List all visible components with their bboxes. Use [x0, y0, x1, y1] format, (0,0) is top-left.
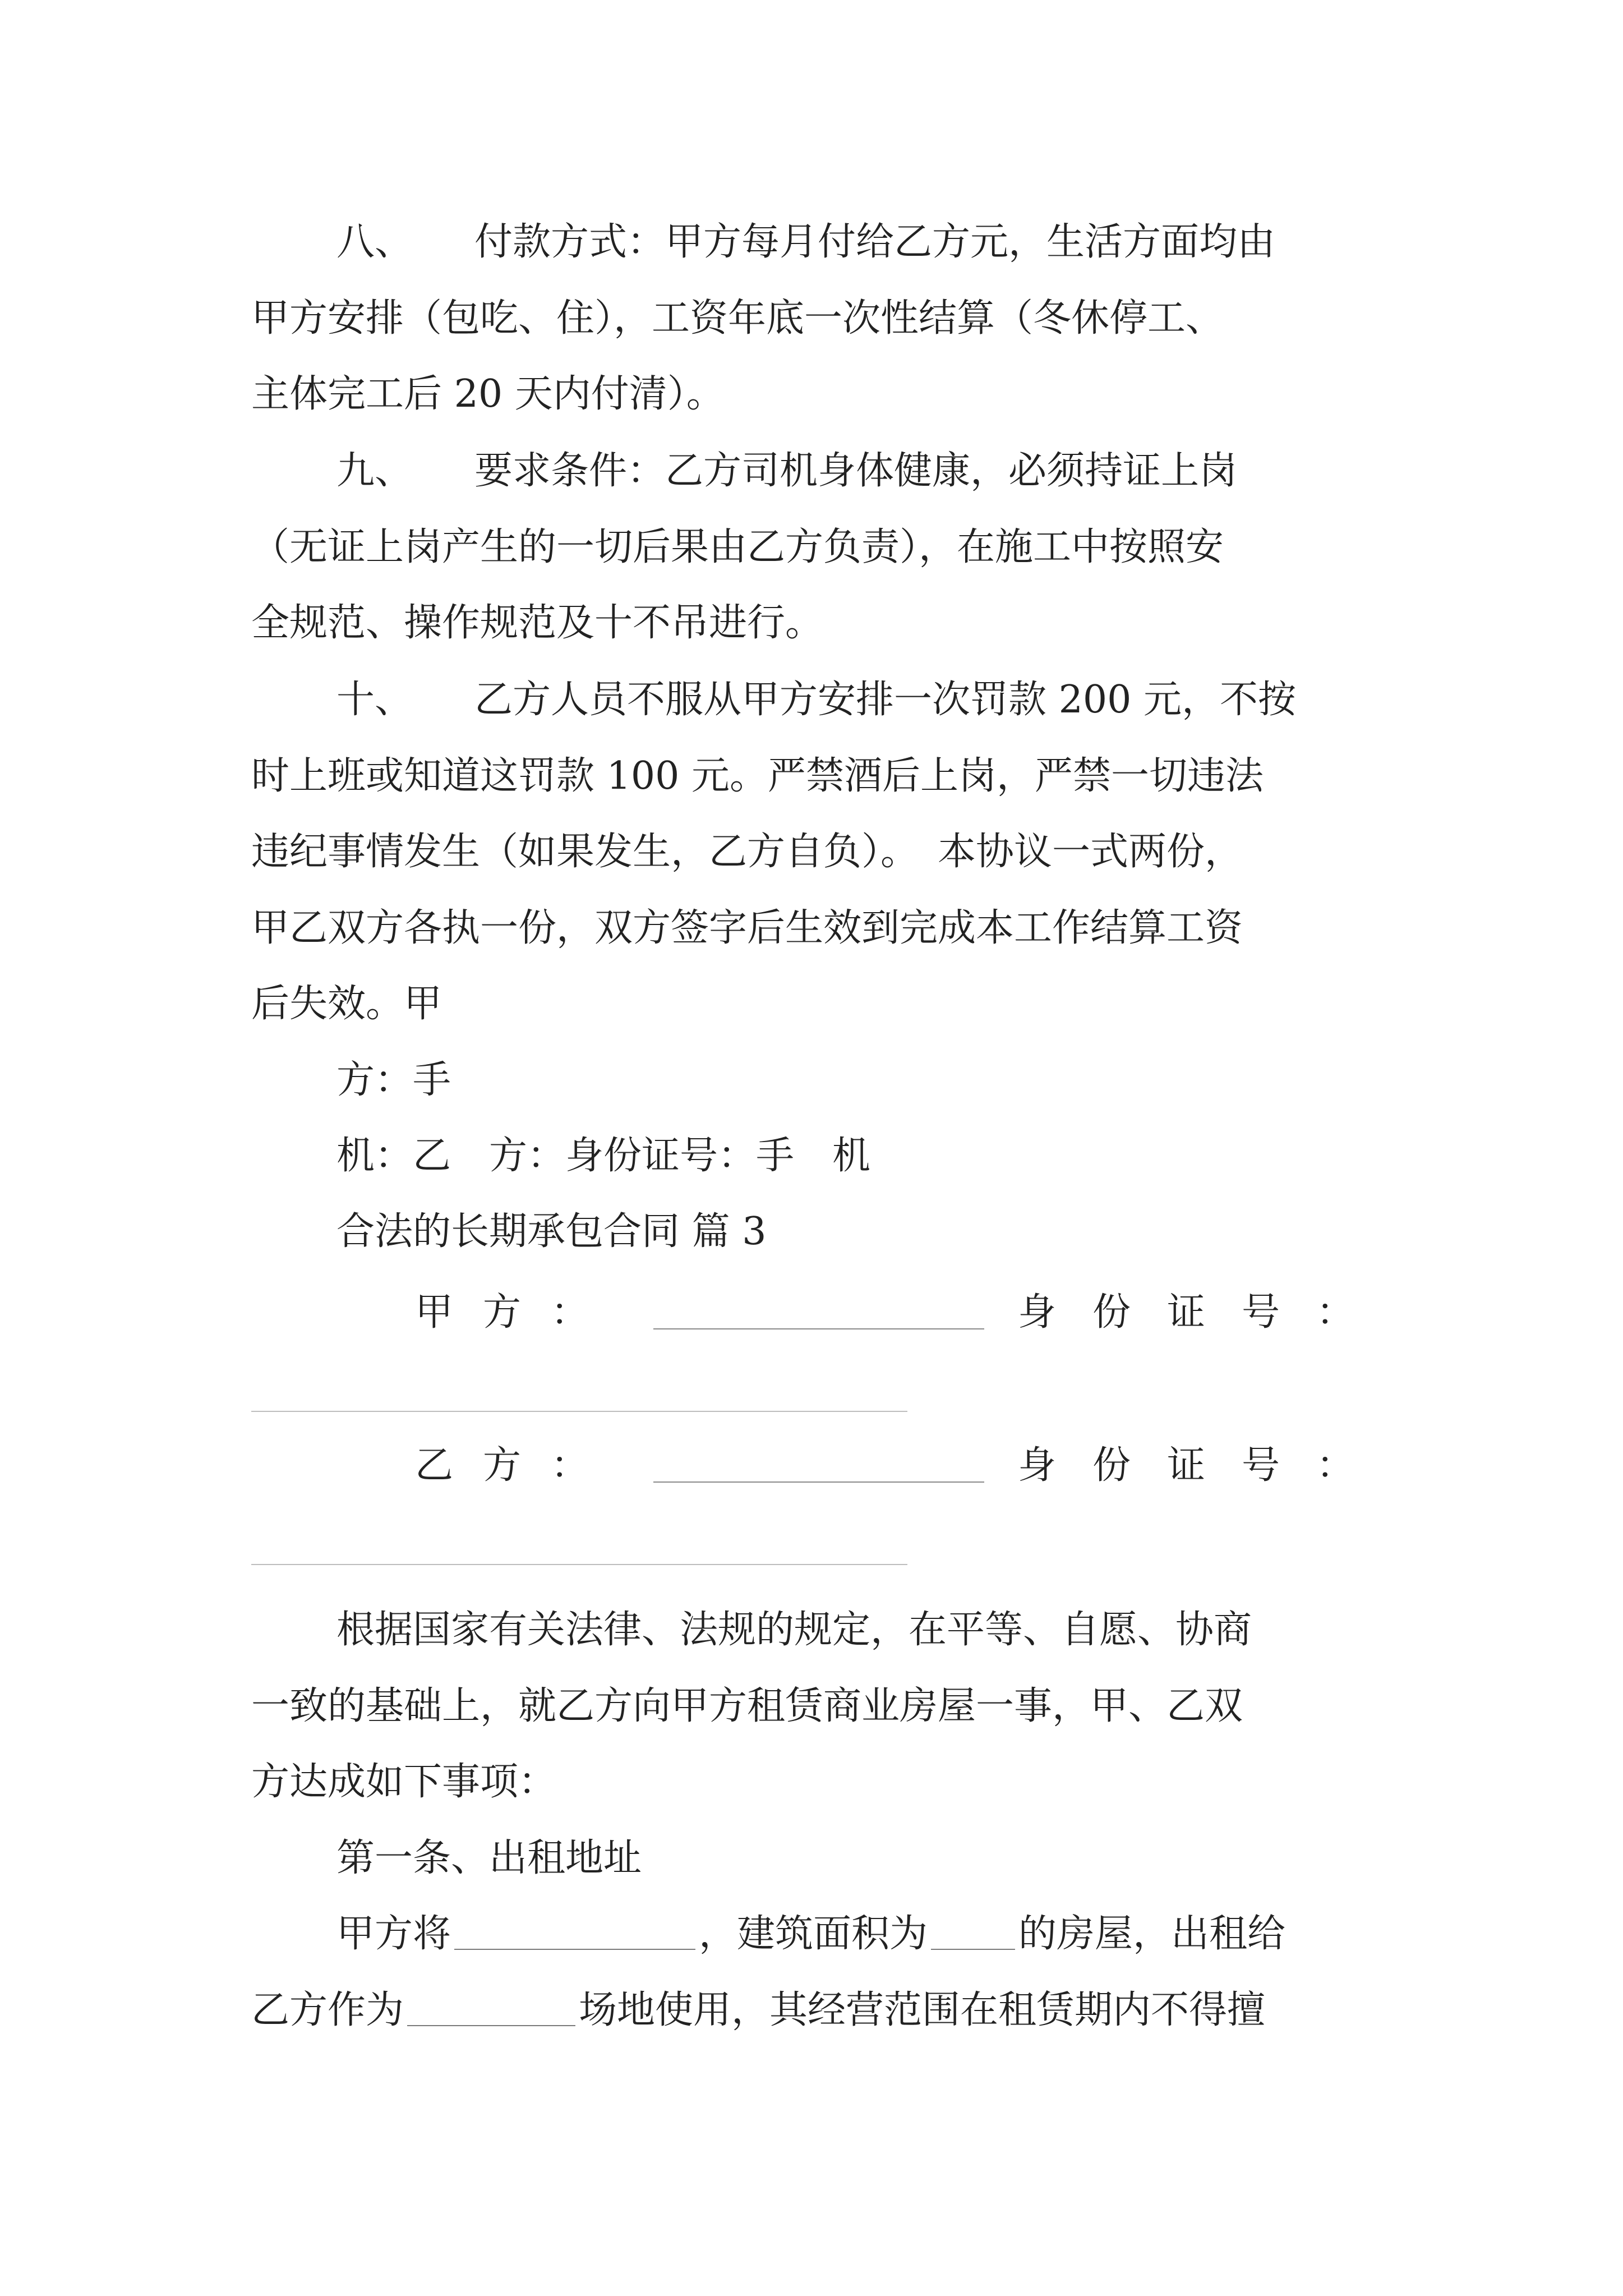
party-b-row [0, 1439, 1623, 1493]
article-1-text-b: ，建筑面积为 [699, 1912, 928, 1956]
article-1-text-d: 乙方作为 [251, 1988, 404, 2032]
party-b-char-2: 方 [482, 1443, 521, 1488]
clause-9-line-3: 全规范、操作规范及十不吊进行。 [251, 601, 824, 645]
clause-8-line-3: 主体完工后 20 天内付清）。 [251, 372, 725, 416]
clause-8-text: 付款方式：甲方每月付给乙方元，生活方面均由 [474, 220, 1276, 264]
clause-10-text: 乙方人员不服从甲方安排一次罚款 200 元，不按 [474, 678, 1297, 722]
party-a-name-field[interactable] [653, 1328, 984, 1329]
party-a-row [0, 1286, 1623, 1340]
party-b-id-char-5: ： [1316, 1443, 1354, 1488]
clause-9-line-1 [336, 444, 1237, 498]
signature-line-1: 方：手 [336, 1058, 451, 1102]
article-1-title: 第一条、出租地址 [336, 1836, 642, 1880]
clause-8-line-2: 甲方安排（包吃、住），工资年底一次性结算（冬休停工、 [251, 296, 1224, 341]
clause-9-line-2: （无证上岗产生的一切后果由乙方负责），在施工中按照安 [251, 525, 1224, 569]
party-a-id-char-2: 份 [1092, 1290, 1131, 1335]
party-b-id-char-4: 号 [1241, 1443, 1280, 1488]
clause-10-line-5: 后失效。甲 [251, 982, 442, 1026]
party-a-char-3: ： [550, 1290, 589, 1335]
section-heading: 合法的长期承包合同 篇 3 [336, 1209, 767, 1254]
party-a-id-char-3: 证 [1166, 1290, 1205, 1335]
party-a-id-label [1018, 1286, 1354, 1340]
party-a-char-2: 方 [482, 1290, 521, 1335]
clause-10-line-3: 违纪事情发生（如果发生，乙方自负）。 本协议一式两份， [251, 830, 1243, 874]
party-a-label [415, 1286, 589, 1340]
party-a-id-char-5: ： [1316, 1290, 1354, 1335]
clause-10-number: 十、 [336, 678, 413, 722]
clause-9-text: 要求条件：乙方司机身体健康，必须持证上岗 [474, 449, 1238, 493]
party-b-name-field[interactable] [653, 1481, 984, 1483]
party-b-id-char-2: 份 [1092, 1443, 1131, 1488]
party-a-id-char-1: 身 [1018, 1290, 1057, 1335]
article-1-line-2 [251, 1984, 1265, 2037]
usage-blank[interactable] [407, 1991, 575, 2026]
preamble-line-1: 根据国家有关法律、法规的规定，在平等、自愿、协商 [336, 1608, 1252, 1652]
article-1-line-1 [336, 1907, 1285, 1961]
party-b-id-label [1018, 1439, 1354, 1493]
party-b-id-char-1: 身 [1018, 1443, 1057, 1488]
clause-10-line-4: 甲乙双方各执一份，双方签字后生效到完成本工作结算工资 [251, 906, 1243, 950]
preamble-line-2: 一致的基础上，就乙方向甲方租赁商业房屋一事，甲、乙双 [251, 1684, 1243, 1728]
party-a-id-char-4: 号 [1241, 1290, 1280, 1335]
clause-8-number: 八、 [336, 220, 413, 264]
party-b-char-3: ： [550, 1443, 589, 1488]
party-a-char-1: 甲 [415, 1290, 454, 1335]
address-blank[interactable] [454, 1915, 695, 1950]
party-b-label [415, 1439, 589, 1493]
party-b-id-char-3: 证 [1166, 1443, 1205, 1488]
party-b-char-1: 乙 [415, 1443, 454, 1488]
clause-10-line-1 [336, 673, 1296, 727]
article-1-text-c: 的房屋，出租给 [1018, 1912, 1286, 1956]
clause-10-line-2: 时上班或知道这罚款 100 元。严禁酒后上岗，严禁一切违法 [251, 754, 1264, 798]
signature-line-2: 机：乙 方：身份证号：手 机 [336, 1134, 871, 1178]
party-a-id-field[interactable] [251, 1411, 907, 1412]
article-1-text-a: 甲方将 [336, 1912, 451, 1956]
preamble-line-3: 方达成如下事项： [251, 1760, 557, 1804]
clause-8-line-1 [336, 215, 1275, 269]
party-b-id-field[interactable] [251, 1564, 907, 1565]
area-blank[interactable] [931, 1915, 1015, 1950]
clause-9-number: 九、 [336, 449, 413, 493]
article-1-text-e: 场地使用，其经营范围在租赁期内不得擅 [579, 1988, 1266, 2032]
